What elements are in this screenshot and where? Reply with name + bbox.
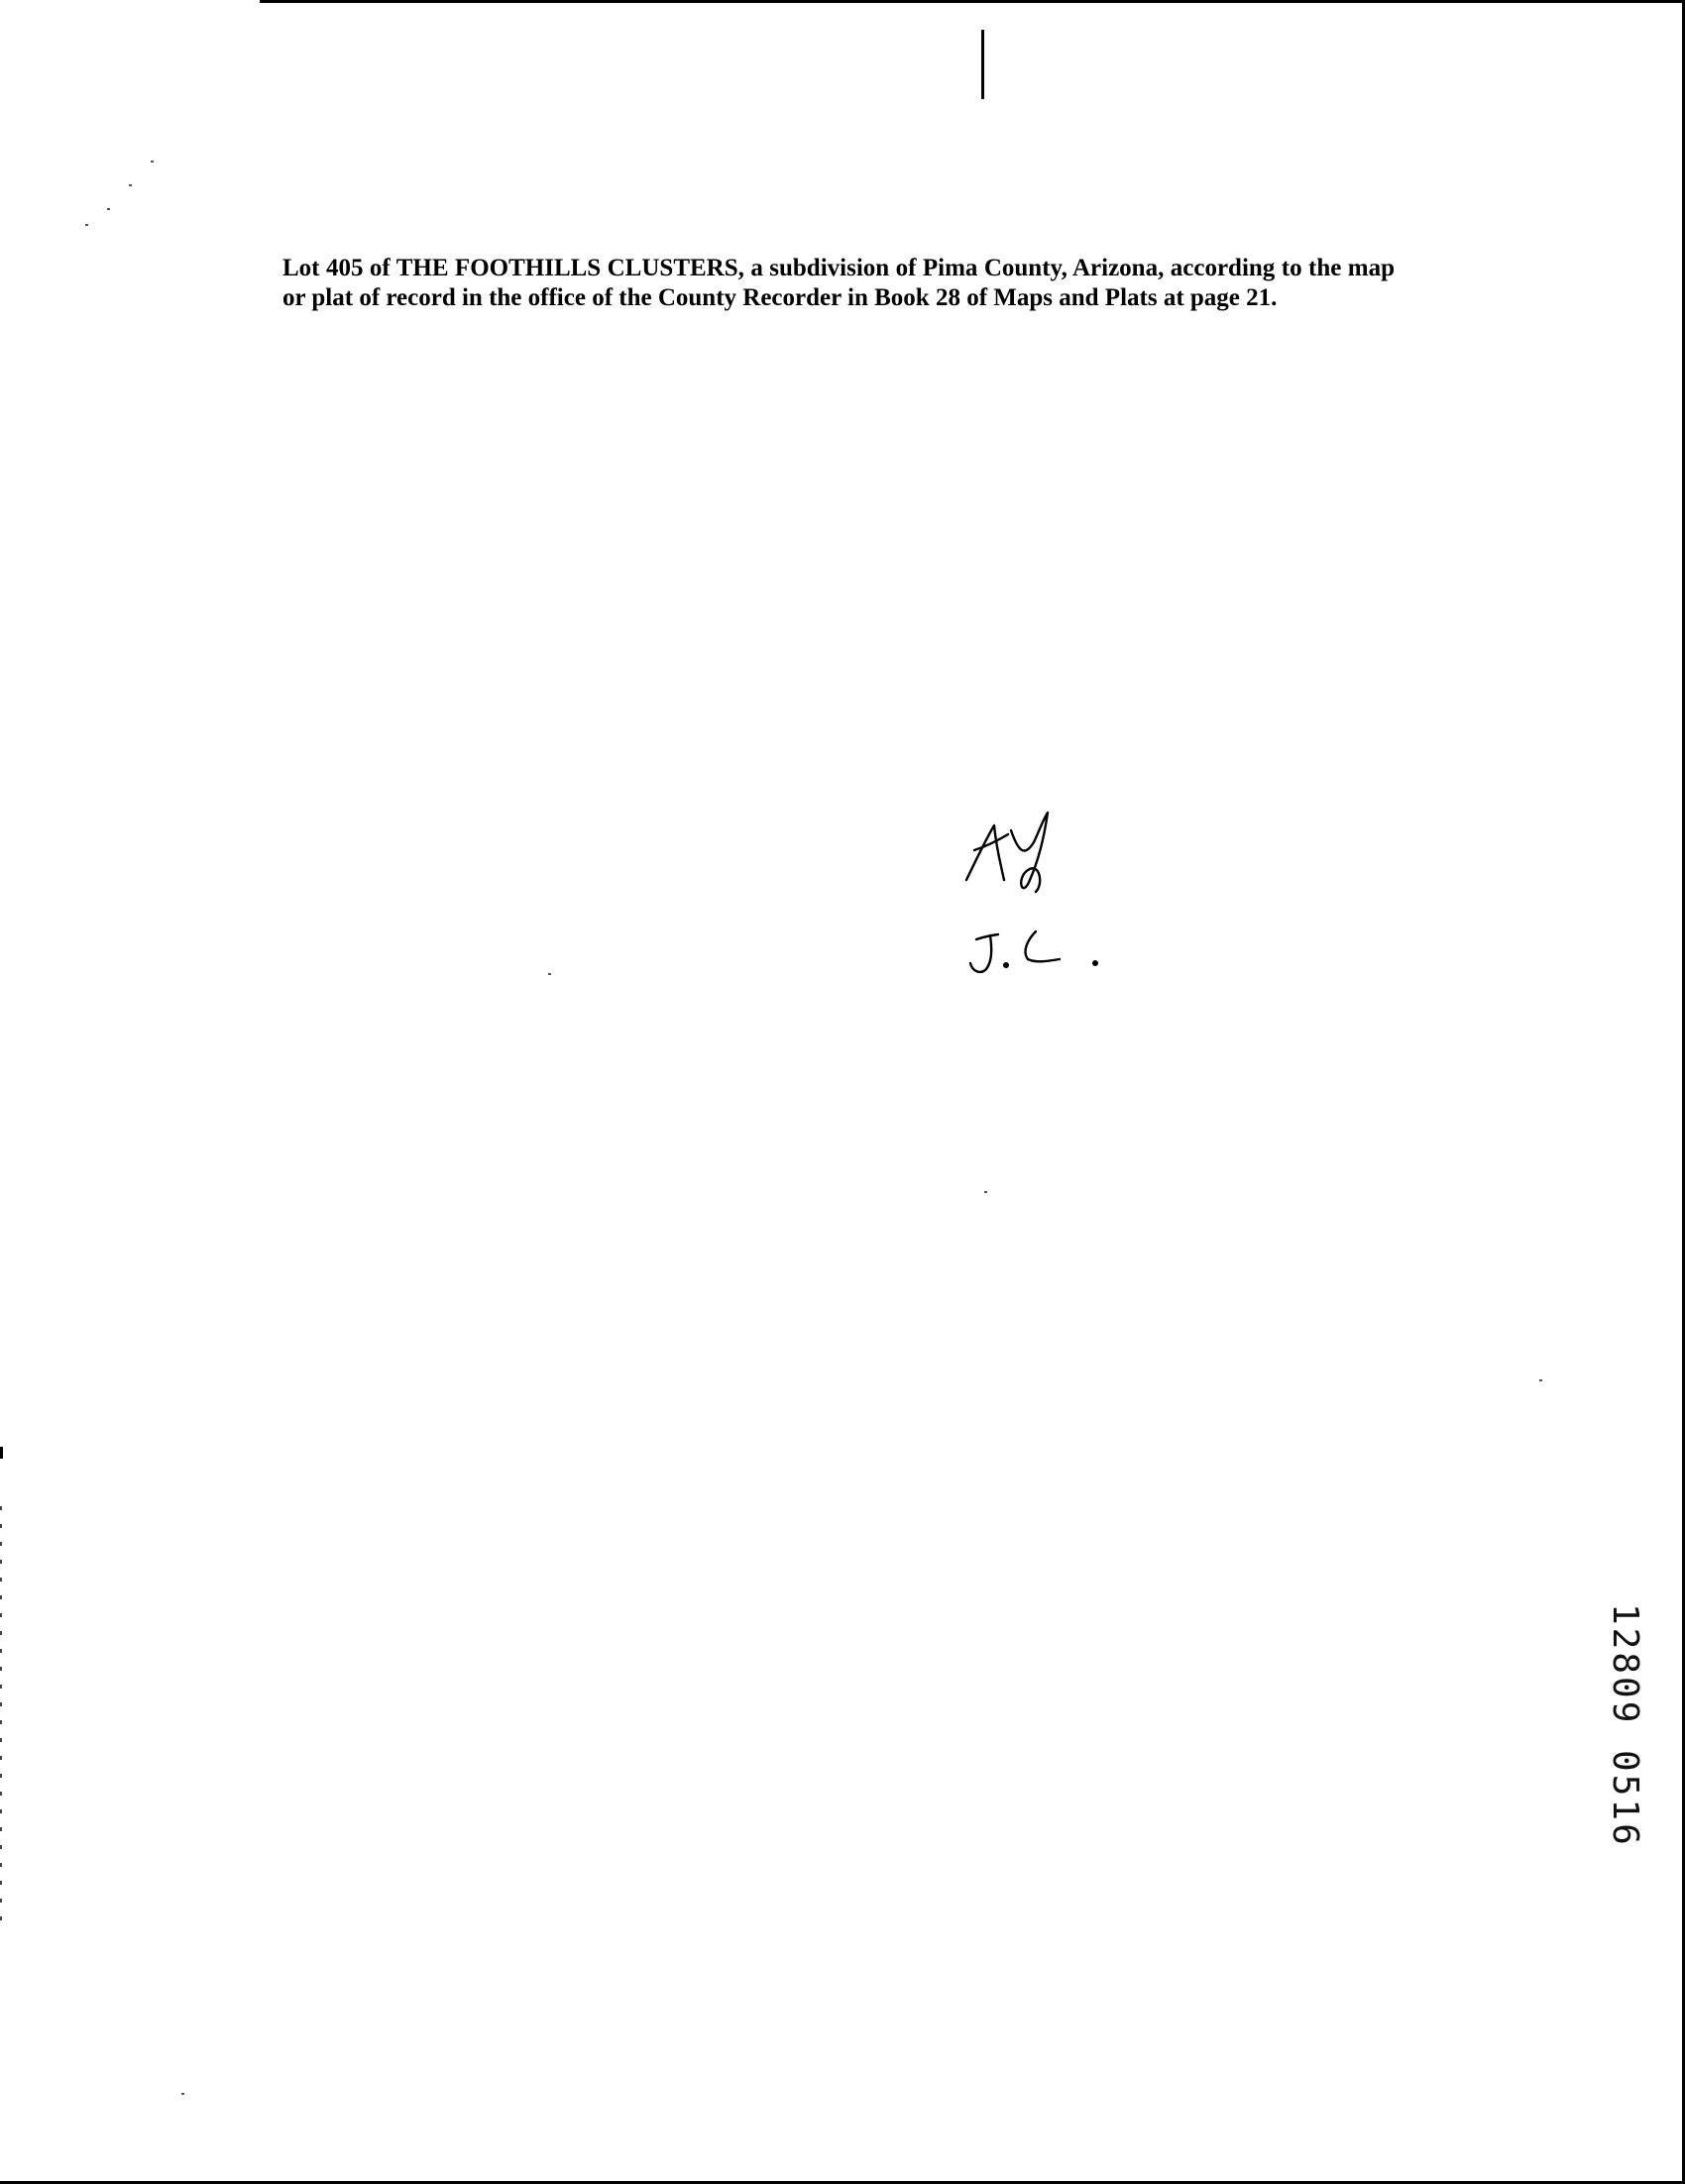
scan-vertical-mark bbox=[981, 30, 984, 99]
scan-margin-mark bbox=[0, 1447, 3, 1459]
legal-description: Lot 405 of THE FOOTHILLS CLUSTERS, a subdivision of Pima County, Arizona, according to the map or plat of record in the office of the County Recorder in Book 28 of Maps and Plats at page 21. bbox=[282, 255, 1395, 311]
handwritten-initials bbox=[956, 801, 1115, 989]
recording-stamp: 12809 0516 bbox=[1605, 1603, 1645, 1848]
page-border-top bbox=[260, 0, 1685, 3]
scan-margin-dashes bbox=[0, 1506, 2, 1922]
